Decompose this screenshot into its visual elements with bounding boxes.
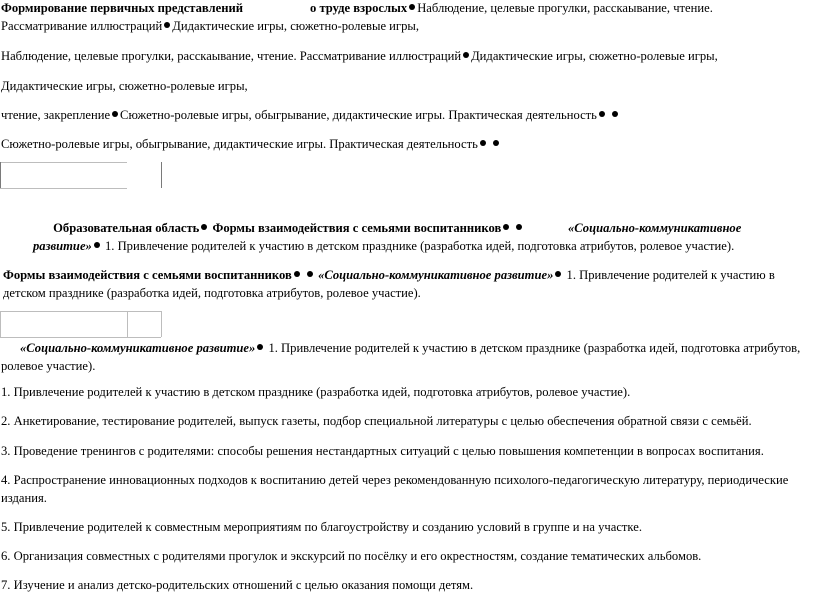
social-title: «Социально-коммуникативное развитие» bbox=[318, 268, 554, 282]
social-title: «Социально-коммуникативное развитие» bbox=[20, 341, 256, 355]
bullet-icon bbox=[503, 224, 509, 230]
bullet-icon bbox=[257, 344, 263, 350]
bullet-icon bbox=[516, 224, 522, 230]
bullet-icon bbox=[94, 242, 100, 248]
section2-social-part1: «Социально-коммуникативное bbox=[568, 221, 742, 235]
section3-item: 1. Привлечение родителей к участию в детском празднике (разработка идей, подготовка атрибутов, ролевое участие). bbox=[3, 268, 775, 300]
bullet-icon bbox=[493, 140, 499, 146]
bullet-icon bbox=[555, 271, 561, 277]
header-line-1-right bbox=[310, 0, 713, 17]
block1-text: Сюжетно-ролевые игры, обыгрывание, дидактические игры. Практическая деятельность bbox=[120, 108, 597, 122]
topic-label: Формирование первичных представлений bbox=[1, 1, 243, 15]
section2-item: 1. Привлечение родителей к участию в детском празднике (разработка идей, подготовка атрибутов, ролевое участие). bbox=[104, 239, 735, 253]
table-border bbox=[0, 162, 1, 188]
list-item: 7. Изучение и анализ детско-родительских отношений с целью оказания помощи детям. bbox=[1, 578, 474, 592]
block1-text: Дидактические игры, сюжетно-ролевые игры, bbox=[1, 79, 248, 93]
list-item: 6. Организация совместных с родителями прогулок и экскурсий по посёлку и его окрестностям, создание тематических альбомов. bbox=[1, 549, 702, 563]
bullet-icon bbox=[164, 22, 170, 28]
header-line-1 bbox=[1, 0, 243, 17]
forms-label: Формы взаимодействия с семьями воспитанников bbox=[212, 221, 502, 235]
bullet-icon bbox=[480, 140, 486, 146]
list-item: 4. Распространение инновационных подходов к воспитанию детей через рекомендованную психолого-педагогическую литературу, периодические издания. bbox=[1, 473, 789, 505]
block1-text: чтение, закрепление bbox=[1, 108, 111, 122]
block1-text: Наблюдение, целевые прогулки, расскаывание, чтение. Рассматривание иллюстраций bbox=[1, 49, 462, 63]
table-border bbox=[161, 311, 162, 337]
edu-area-label: Образовательная область bbox=[53, 221, 200, 235]
table-border bbox=[0, 188, 127, 189]
section3 bbox=[3, 266, 808, 302]
forms-label: Формы взаимодействия с семьями воспитанников bbox=[3, 268, 292, 282]
topic-subject: о труде взрослых bbox=[310, 1, 408, 15]
table-border bbox=[127, 311, 128, 337]
list-item: 2. Анкетирование, тестирование родителей, выпуск газеты, подбор специальной литературы с целью обеспечения обратной связи с семьёй. bbox=[1, 414, 752, 428]
illustrations-text: Рассматривание иллюстраций bbox=[1, 19, 163, 33]
block1-line-b bbox=[1, 77, 248, 95]
table-border bbox=[0, 311, 1, 337]
games-text: Дидактические игры, сюжетно-ролевые игры, bbox=[172, 19, 419, 33]
header-line-2 bbox=[1, 17, 419, 35]
table-border bbox=[0, 162, 127, 163]
methods-text: Наблюдение, целевые прогулки, расскаывание, чтение. bbox=[417, 1, 713, 15]
section4-item: 1. Привлечение родителей к участию в детском празднике (разработка идей, подготовка атрибутов, ролевое участие). bbox=[1, 341, 801, 373]
bullet-icon bbox=[201, 224, 207, 230]
bullet-icon bbox=[294, 271, 300, 277]
section2-line-2: развитие» 1. Привлечение родителей к участию в детском празднике (разработка идей, подготовка атрибутов, ролевое участие). bbox=[33, 239, 735, 253]
block1-line-a bbox=[1, 47, 718, 65]
bullet-icon bbox=[463, 52, 469, 58]
block1-line-c bbox=[1, 106, 620, 124]
block1-line-d bbox=[1, 135, 501, 153]
table-border bbox=[0, 311, 161, 312]
list-item: 5. Привлечение родителей к совместным мероприятиям по благоустройству и созданию условий в группе и на участке. bbox=[1, 520, 642, 534]
bullet-icon bbox=[112, 111, 118, 117]
bullet-icon bbox=[409, 4, 415, 10]
list-item: 3. Проведение тренингов с родителями: способы решения нестандартных ситуаций с целью повышения компетенции в вопросах воспитания. bbox=[1, 444, 764, 458]
bullet-icon bbox=[599, 111, 605, 117]
section4 bbox=[1, 339, 806, 375]
list-item: 1. Привлечение родителей к участию в детском празднике (разработка идей, подготовка атрибутов, ролевое участие). bbox=[1, 385, 631, 399]
block1-text: Сюжетно-ролевые игры, обыгрывание, дидактические игры. Практическая деятельность bbox=[1, 137, 478, 151]
table-border bbox=[161, 162, 162, 188]
block1-text: Дидактические игры, сюжетно-ролевые игры, bbox=[471, 49, 718, 63]
table-border bbox=[0, 337, 161, 338]
bullet-icon bbox=[612, 111, 618, 117]
bullet-icon bbox=[307, 271, 313, 277]
